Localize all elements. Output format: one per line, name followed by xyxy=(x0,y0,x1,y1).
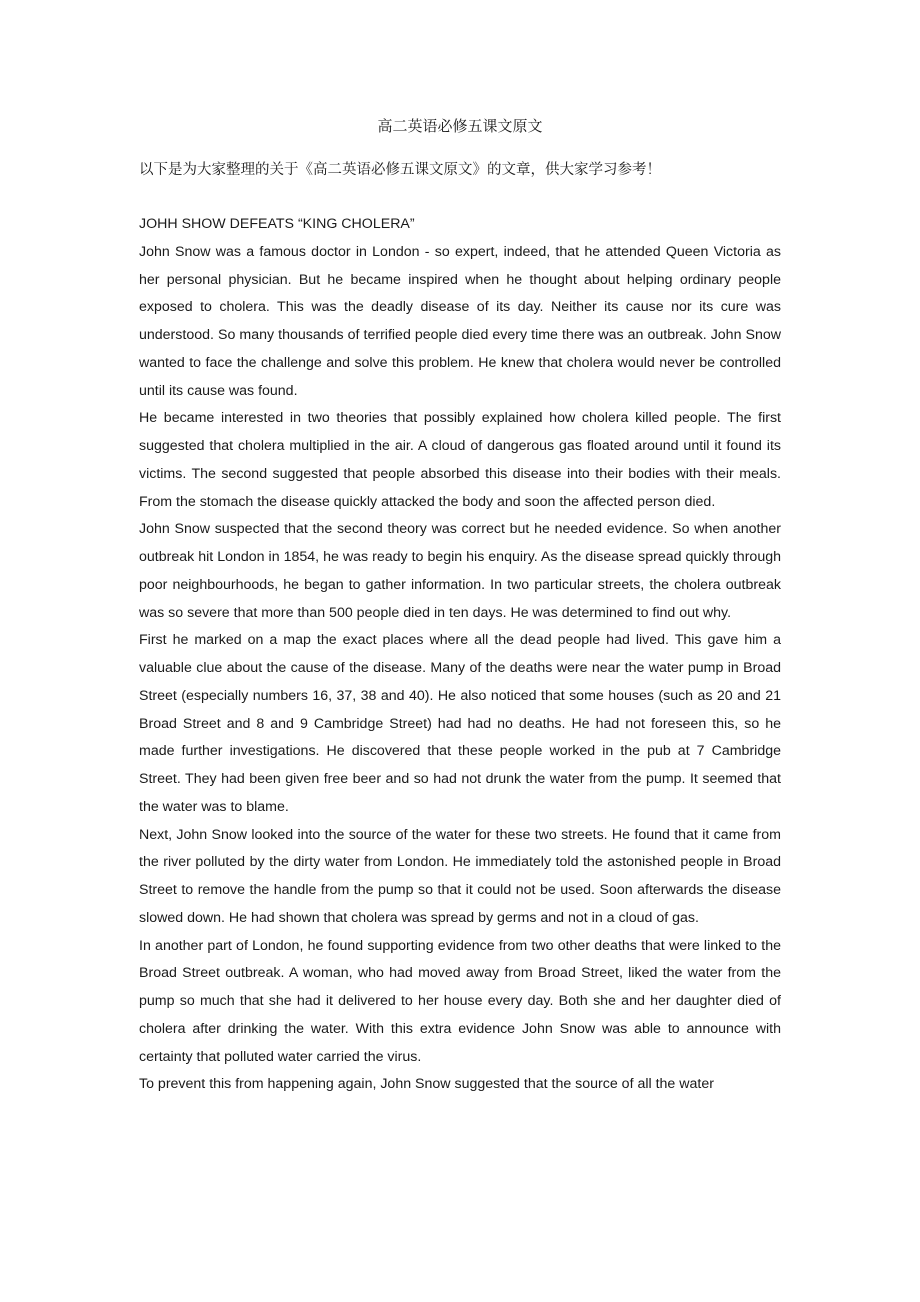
document-intro: 以下是为大家整理的关于《高二英语必修五课文原文》的文章，供大家学习参考！ xyxy=(139,162,661,178)
document-title: 高二英语必修五课文原文 xyxy=(377,117,543,135)
article-paragraph-7: To prevent this from happening again, John Snow suggested that the source of all the water xyxy=(139,1076,714,1093)
article-paragraph-4: First he marked on a map the exact places where all the dead people had lived. This gave him a valuable clue about the cause of the disease. Many of the deaths were near the water pump in Broad Street (especially numbers 16, 37, 38 and 40). He also noticed that some houses (such as 20 and 21 Broad Street and 8 and 9 Cambridge Street) had had no deaths. He had not foreseen this, so he made further investigations. He discovered that these people worked in the pub at 7 Cambridge Street. They had been given free beer and so had not drunk the water from the pump. It seemed that the water was to blame. xyxy=(139,632,781,815)
article-heading: JOHH SHOW DEFEATS “KING CHOLERA” xyxy=(139,216,415,232)
article-paragraph-1: John Snow was a famous doctor in London - so expert, indeed, that he attended Queen Victoria as her personal physician. But he became inspired when he thought about helping ordinary people exposed to cholera. This was the deadly disease of its day. Neither its cause nor its cure was understood. So many thousands of terrified people died every time there was an outbreak. John Snow wanted to face the challenge and solve this problem. He knew that cholera would never be controlled until its cause was found. xyxy=(139,243,781,399)
article-body xyxy=(139,211,781,1099)
article-paragraph-2: He became interested in two theories that possibly explained how cholera killed people. The first suggested that cholera multiplied in the air. A cloud of dangerous gas floated around until it found its victims. The second suggested that people absorbed this disease into their bodies with their meals. From the stomach the disease quickly attacked the body and soon the affected person died. xyxy=(139,410,781,510)
article-paragraph-6: In another part of London, he found supporting evidence from two other deaths that were linked to the Broad Street outbreak. A woman, who had moved away from Broad Street, liked the water from the pump so much that she had it delivered to her house every day. Both she and her daughter died of cholera after drinking the water. With this extra evidence John Snow was able to announce with certainty that polluted water carried the virus. xyxy=(139,937,781,1065)
article-paragraph-3: John Snow suspected that the second theory was correct but he needed evidence. So when another outbreak hit London in 1854, he was ready to begin his enquiry. As the disease spread quickly through poor neighbourhoods, he began to gather information. In two particular streets, the cholera outbreak was so severe that more than 500 people died in ten days. He was determined to find out why. xyxy=(139,521,781,621)
article-paragraph-5: Next, John Snow looked into the source of the water for these two streets. He found that it came from the river polluted by the dirty water from London. He immediately told the astonished people in Broad Street to remove the handle from the pump so that it could not be used. Soon afterwards the disease slowed down. He had shown that cholera was spread by germs and not in a cloud of gas. xyxy=(139,826,781,926)
